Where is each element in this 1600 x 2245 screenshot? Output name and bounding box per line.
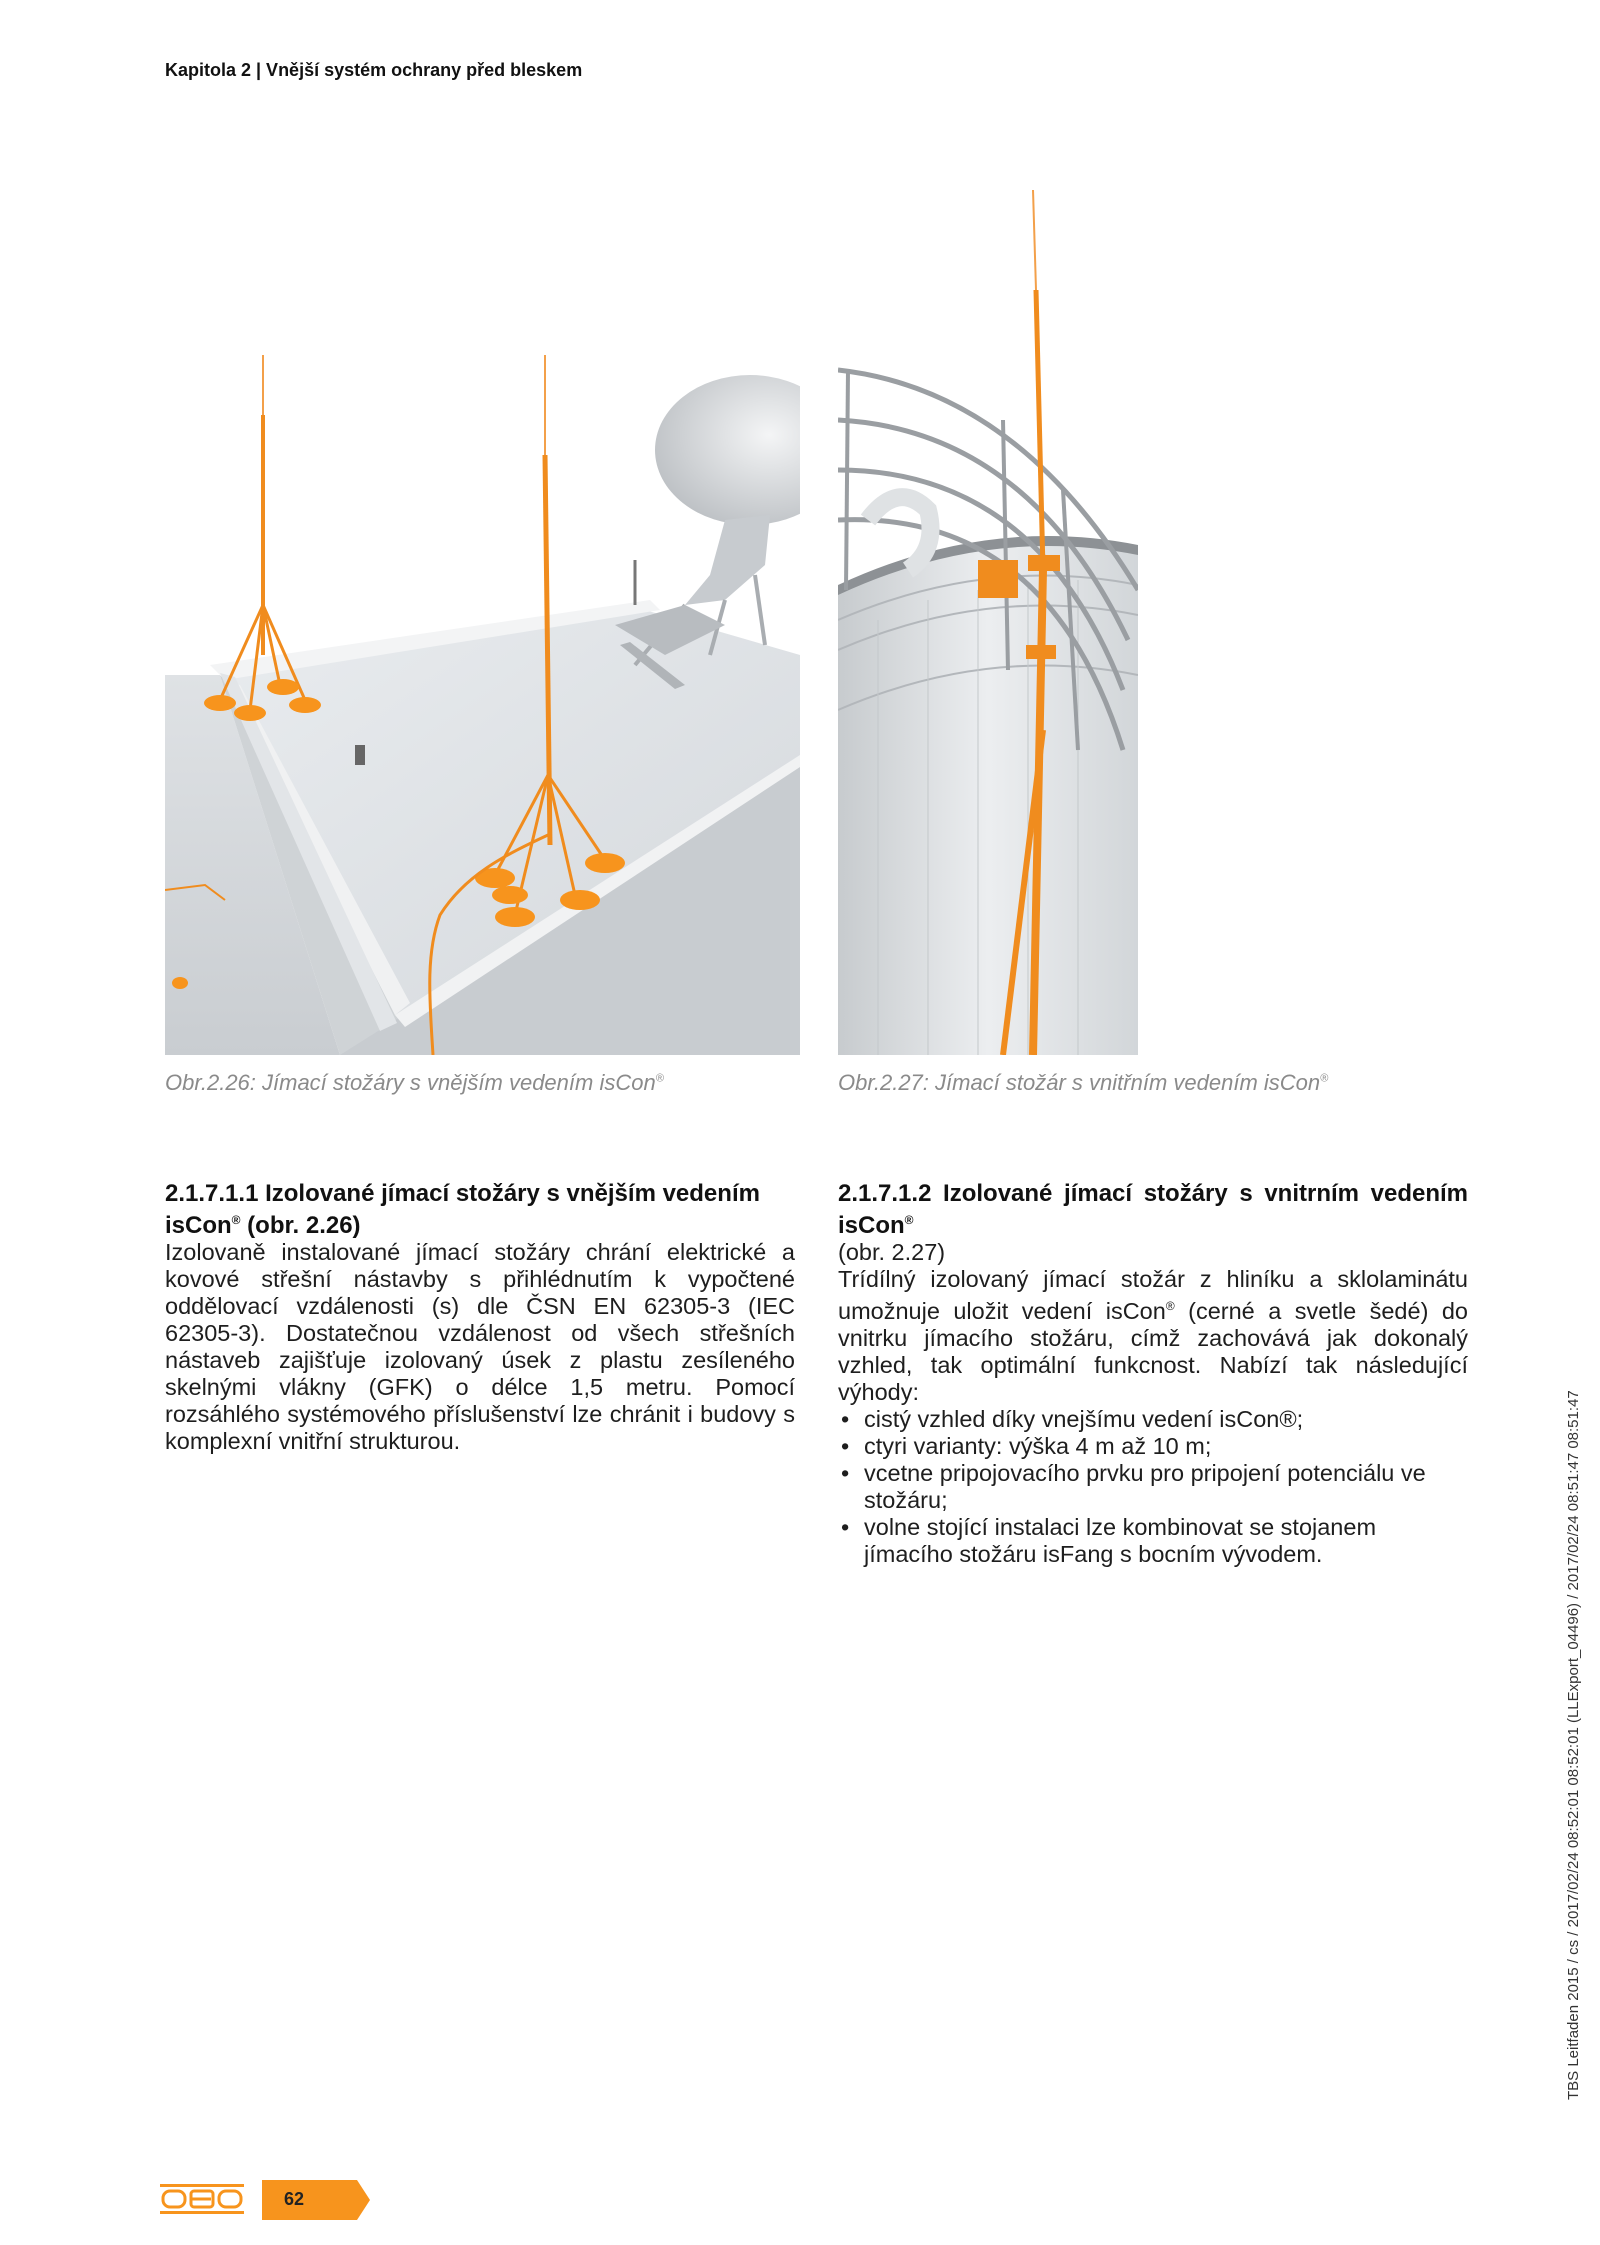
- figure-reference: (obr. 2.27): [838, 1239, 946, 1265]
- list-item: • ctyri varianty: výška 4 m až 10 m;: [838, 1433, 1468, 1460]
- list-item: • vcetne pripojovacího prvku pro pripojení potenciálu ve stožáru;: [838, 1460, 1468, 1514]
- chapter-header: Kapitola 2 | Vnější systém ochrany před bleskem: [165, 60, 583, 80]
- heading-iscon: isCon: [165, 1212, 232, 1239]
- print-metadata-text: TBS Leitfaden 2015 / cs / 2017/02/24 08:52:01 08:52:01 (LLExport_04496) / 2017/02/24 08:51:47 08:51:47: [1565, 1390, 1582, 2100]
- page-number-tab: [262, 2180, 370, 2220]
- registered-mark: ®: [1165, 1299, 1175, 1313]
- caption-text: Obr.2.26: Jímací stožáry s vnějším vedením isCon: [165, 1070, 656, 1095]
- registered-mark: ®: [231, 1213, 241, 1227]
- print-metadata-note: [1565, 1390, 1595, 2110]
- figure-2-26-image: [165, 355, 800, 1055]
- figure-2-27-caption: [838, 1070, 1328, 1096]
- body-text-b: (cerné a svetle šedé) do vnitrku jímacího stožáru, címž zachovává jak dokonalý vzhled, tak optimální funkcnost. Nabízí tak následující výhody:: [838, 1297, 1469, 1405]
- heading-line-1: 2.1.7.1.1 Izolované jímací stožáry s vnějším vedením: [165, 1180, 760, 1207]
- section-heading: [838, 1180, 1468, 1239]
- heading-text: 2.1.7.1.2 Izolované jímací stožáry s vnitrním vedením isCon: [838, 1180, 1468, 1239]
- list-item: • cistý vzhled díky vnejšímu vedení isCon®;: [838, 1406, 1468, 1433]
- registered-mark: ®: [1320, 1072, 1329, 1085]
- section-2-1-7-1-2: [838, 1180, 1468, 1568]
- heading-figure-ref: (obr. 2.26): [240, 1212, 361, 1239]
- caption-text: Obr.2.27: Jímací stožár s vnitřním vedením isCon: [838, 1070, 1321, 1095]
- body-text-a: Trídílný izolovaný jímací stožár z hliníku a sklolaminátu umožnuje uložit vedení isCon: [838, 1266, 1468, 1324]
- advantages-list: [838, 1406, 1468, 1568]
- figure-2-27-image: [838, 190, 1138, 1055]
- figure-2-26-caption: [165, 1070, 664, 1096]
- page-number: 62: [284, 2189, 305, 2209]
- registered-mark: ®: [904, 1213, 914, 1227]
- section-body: [838, 1266, 1468, 1406]
- obo-logo: [160, 2184, 244, 2219]
- list-item: • volne stojící instalaci lze kombinovat se stojanem jímacího stožáru isFang s bocním vývodem.: [838, 1514, 1468, 1568]
- registered-mark: ®: [655, 1072, 664, 1085]
- section-heading: [165, 1180, 795, 1239]
- section-2-1-7-1-1: [165, 1180, 795, 1455]
- section-body: Izolovaně instalované jímací stožáry chrání elektrické a kovové střešní nástavby s přihlédnutím k vypočtené oddělovací vzdálenosti (s) dle ČSN EN 62305-3 (IEC 62305-3). Dostatečnou vzdálenost od všech střešních nástaveb zajišťuje izolovaný úsek z plastu zesíleného skelnými vlákny (GFK) o délce 1,5 metru. Pomocí rozsáhlého systémového příslušenství lze chránit i budovy s komplexní vnitřní strukturou.: [165, 1239, 795, 1454]
